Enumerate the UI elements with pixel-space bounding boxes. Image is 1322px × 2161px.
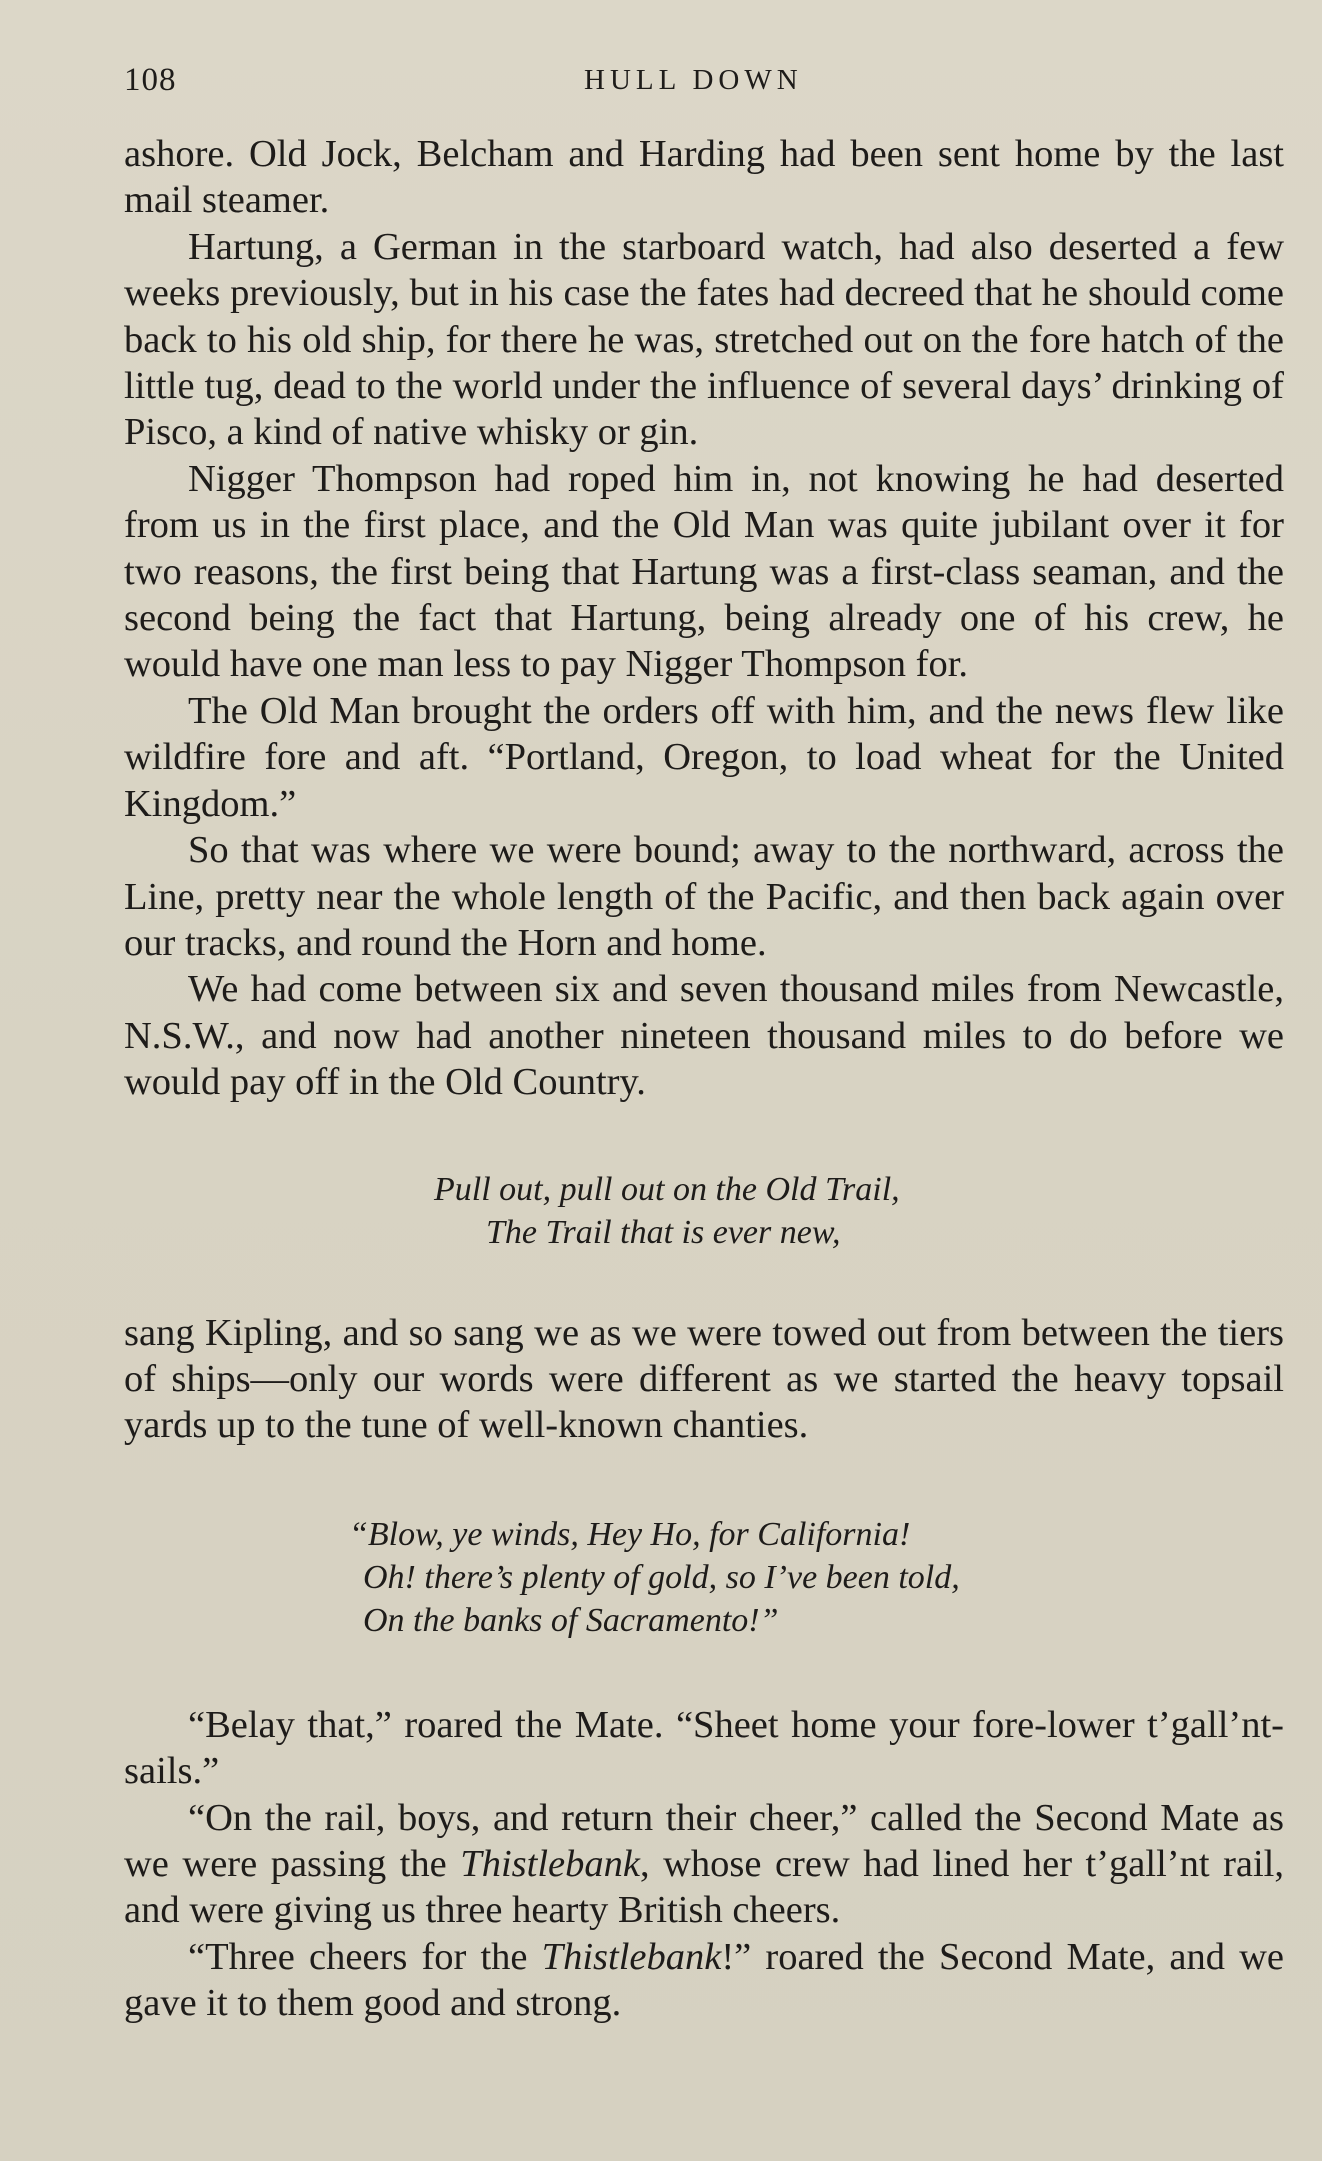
paragraph-9-text-end: , whose crew had lined her t’gall’nt rail, and were giving us three hearty British cheers. (124, 1842, 1284, 1932)
paragraph-1: ashore. Old Jock, Belcham and Harding had been sent home by the last mail steamer. (124, 133, 1284, 222)
ship-name: Thistlebank (460, 1842, 640, 1885)
paragraph-10-text-start: “Three cheers for the (188, 1935, 542, 1978)
paragraph-9-text-start: “On the rail, boys, and return their cheer,” called the Second Mate as we were passing the (124, 1796, 1284, 1885)
verse-line: “Blow, ye winds, Hey Ho, for California! (349, 1515, 911, 1553)
verse-line: Oh! there’s plenty of gold, so I’ve been told, (363, 1558, 960, 1596)
verse-chanty (124, 1513, 1284, 1642)
ship-name: Thistlebank (541, 1935, 722, 1978)
verse-line: Pull out, pull out on the Old Trail, (434, 1170, 900, 1208)
paragraph-7: sang Kipling, and so sang we as we were towed out from between the tiers of ships—only our words were different as we started the heavy topsail yards up to the tune of well-known chanties. (124, 1311, 1284, 1447)
paragraph-5: So that was where we were bound; away to the northward, across the Line, pretty near the whole length of the Pacific, and then back again over our tracks, and round the Horn and home. (124, 829, 1284, 964)
paragraph-10-text-end: !” roared the Second Mate, and we gave it to them good and strong. (124, 1935, 1284, 2025)
page-number: 108 (124, 62, 177, 98)
verse-line: On the banks of Sacramento!” (363, 1601, 779, 1639)
paragraph-4: The Old Man brought the orders off with him, and the news flew like wildfire fore and aft. “Portland, Oregon, to load wheat for the United Kingdom.” (124, 689, 1284, 825)
paragraph-2: Hartung, a German in the starboard watch, had also deserted a few weeks previously, but in his case the fates had decreed that he should come back to his old ship, for there he was, stretched out on the fore hatch of the little tug, dead to the world under the influence of several days’ drinking of Pisco, a kind of native whisky or gin. (124, 225, 1284, 454)
paragraph-8: “Belay that,” roared the Mate. “Sheet home your fore-lower t’gall’nt-sails.” (124, 1703, 1284, 1793)
paragraph-3: Nigger Thompson had roped him in, not knowing he had deserted from us in the first place, and the Old Man was quite jubilant over it for two reasons, the first being that Hartung was a first-class seaman, and the second being the fact that Hartung, being already one of his crew, he would have one man less to pay Nigger Thompson for. (124, 457, 1284, 686)
paragraph-10 (124, 1934, 1284, 2027)
verse-kipling (124, 1168, 1284, 1254)
body-text (124, 131, 1284, 2027)
verse-line: The Trail that is ever new, (486, 1213, 841, 1251)
running-title: HULL DOWN (584, 64, 803, 96)
paragraph-6: We had come between six and seven thousand miles from Newcastle, N.S.W., and now had another nineteen thousand miles to do before we would pay off in the Old Country. (124, 968, 1284, 1104)
paragraph-9 (124, 1795, 1284, 1934)
running-head (124, 62, 1262, 112)
